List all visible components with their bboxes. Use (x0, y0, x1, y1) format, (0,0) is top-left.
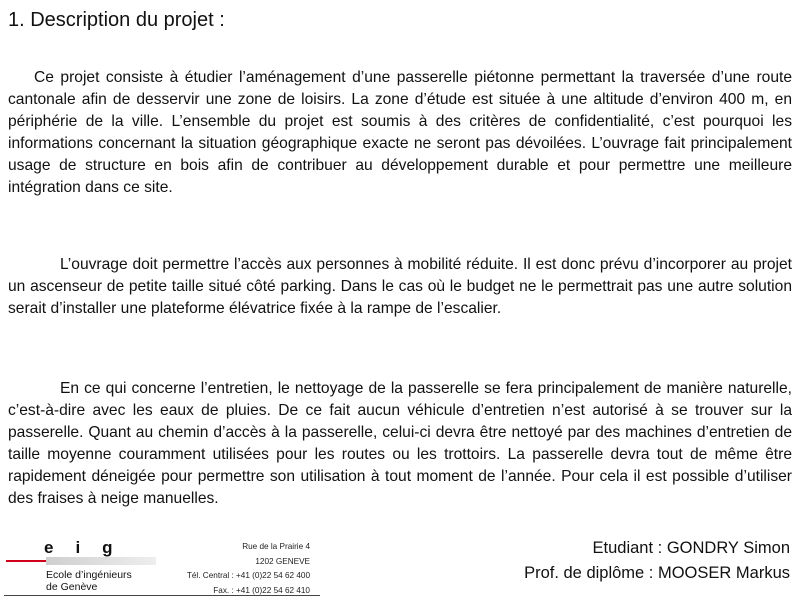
logo-school-name (46, 569, 156, 593)
school-logo (6, 538, 156, 596)
logo-name-line1: Ecole d’ingénieurs (46, 569, 132, 581)
logo-red-bar (6, 560, 46, 562)
address-street: Rue de la Prairie 4 (242, 542, 310, 551)
school-address (160, 540, 310, 598)
credits (524, 536, 790, 586)
address-phone: Tél. Central : +41 (0)22 54 62 400 (186, 571, 310, 580)
address-city: 1202 GENEVE (255, 556, 310, 566)
student-name: Etudiant : GONDRY Simon (592, 539, 790, 557)
professor-name: Prof. de diplôme : MOOSER Markus (524, 564, 790, 582)
footer-divider (4, 595, 320, 596)
paragraph-project-description: Ce projet consiste à étudier l’aménagement d’une passerelle piétonne permettant la traversée d’une route cantonale afin de desservir une zone de loisirs. La zone d’étude est située à une altitude d’environ 400 m, en périphérie de la ville. L’ensemble du projet est soumis à des critères de confidentialité, c’est pourquoi les informations concernant la situation géographique exacte ne seront pas dévoilées. L’ouvrage fait principalement usage de structure en bois afin de contribuer au développement durable et pour permettre une meilleure intégration dans ce site. (8, 69, 792, 196)
logo-gray-bar (46, 557, 156, 565)
address-fax: Fax. : +41 (0)22 54 62 410 (213, 585, 310, 595)
paragraph-maintenance: En ce qui concerne l’entretien, le nettoyage de la passerelle se fera principalement de manière naturelle, c’est-à-dire avec les eaux de pluies. De ce fait aucun véhicule d’entretien n’est autorisé à se trouver sur la passerelle. Quant au chemin d’accès à la passerelle, celui-ci devra être nettoyé par des machines d’entretien de taille moyenne couramment utilisées pour les routes ou les trottoirs. La passerelle devra tout de même être rapidement déneigée pour permettre son utilisation à tout moment de l’année. Pour cela il est possible d’utiliser des fraises à neige manuelles. (8, 380, 792, 507)
paragraph-accessibility: L’ouvrage doit permettre l’accès aux personnes à mobilité réduite. Il est donc prévu d’incorporer au projet un ascenseur de petite taille situé côté parking. Dans le cas où le budget ne le permettrait pas une autre solution serait d’installer une plateforme élévatrice fixée à la rampe de l’escalier. (8, 256, 792, 317)
section-heading: 1. Description du projet : (8, 9, 225, 31)
logo-name-line2: de Genève (46, 581, 98, 593)
logo-letters: eig (44, 538, 135, 557)
